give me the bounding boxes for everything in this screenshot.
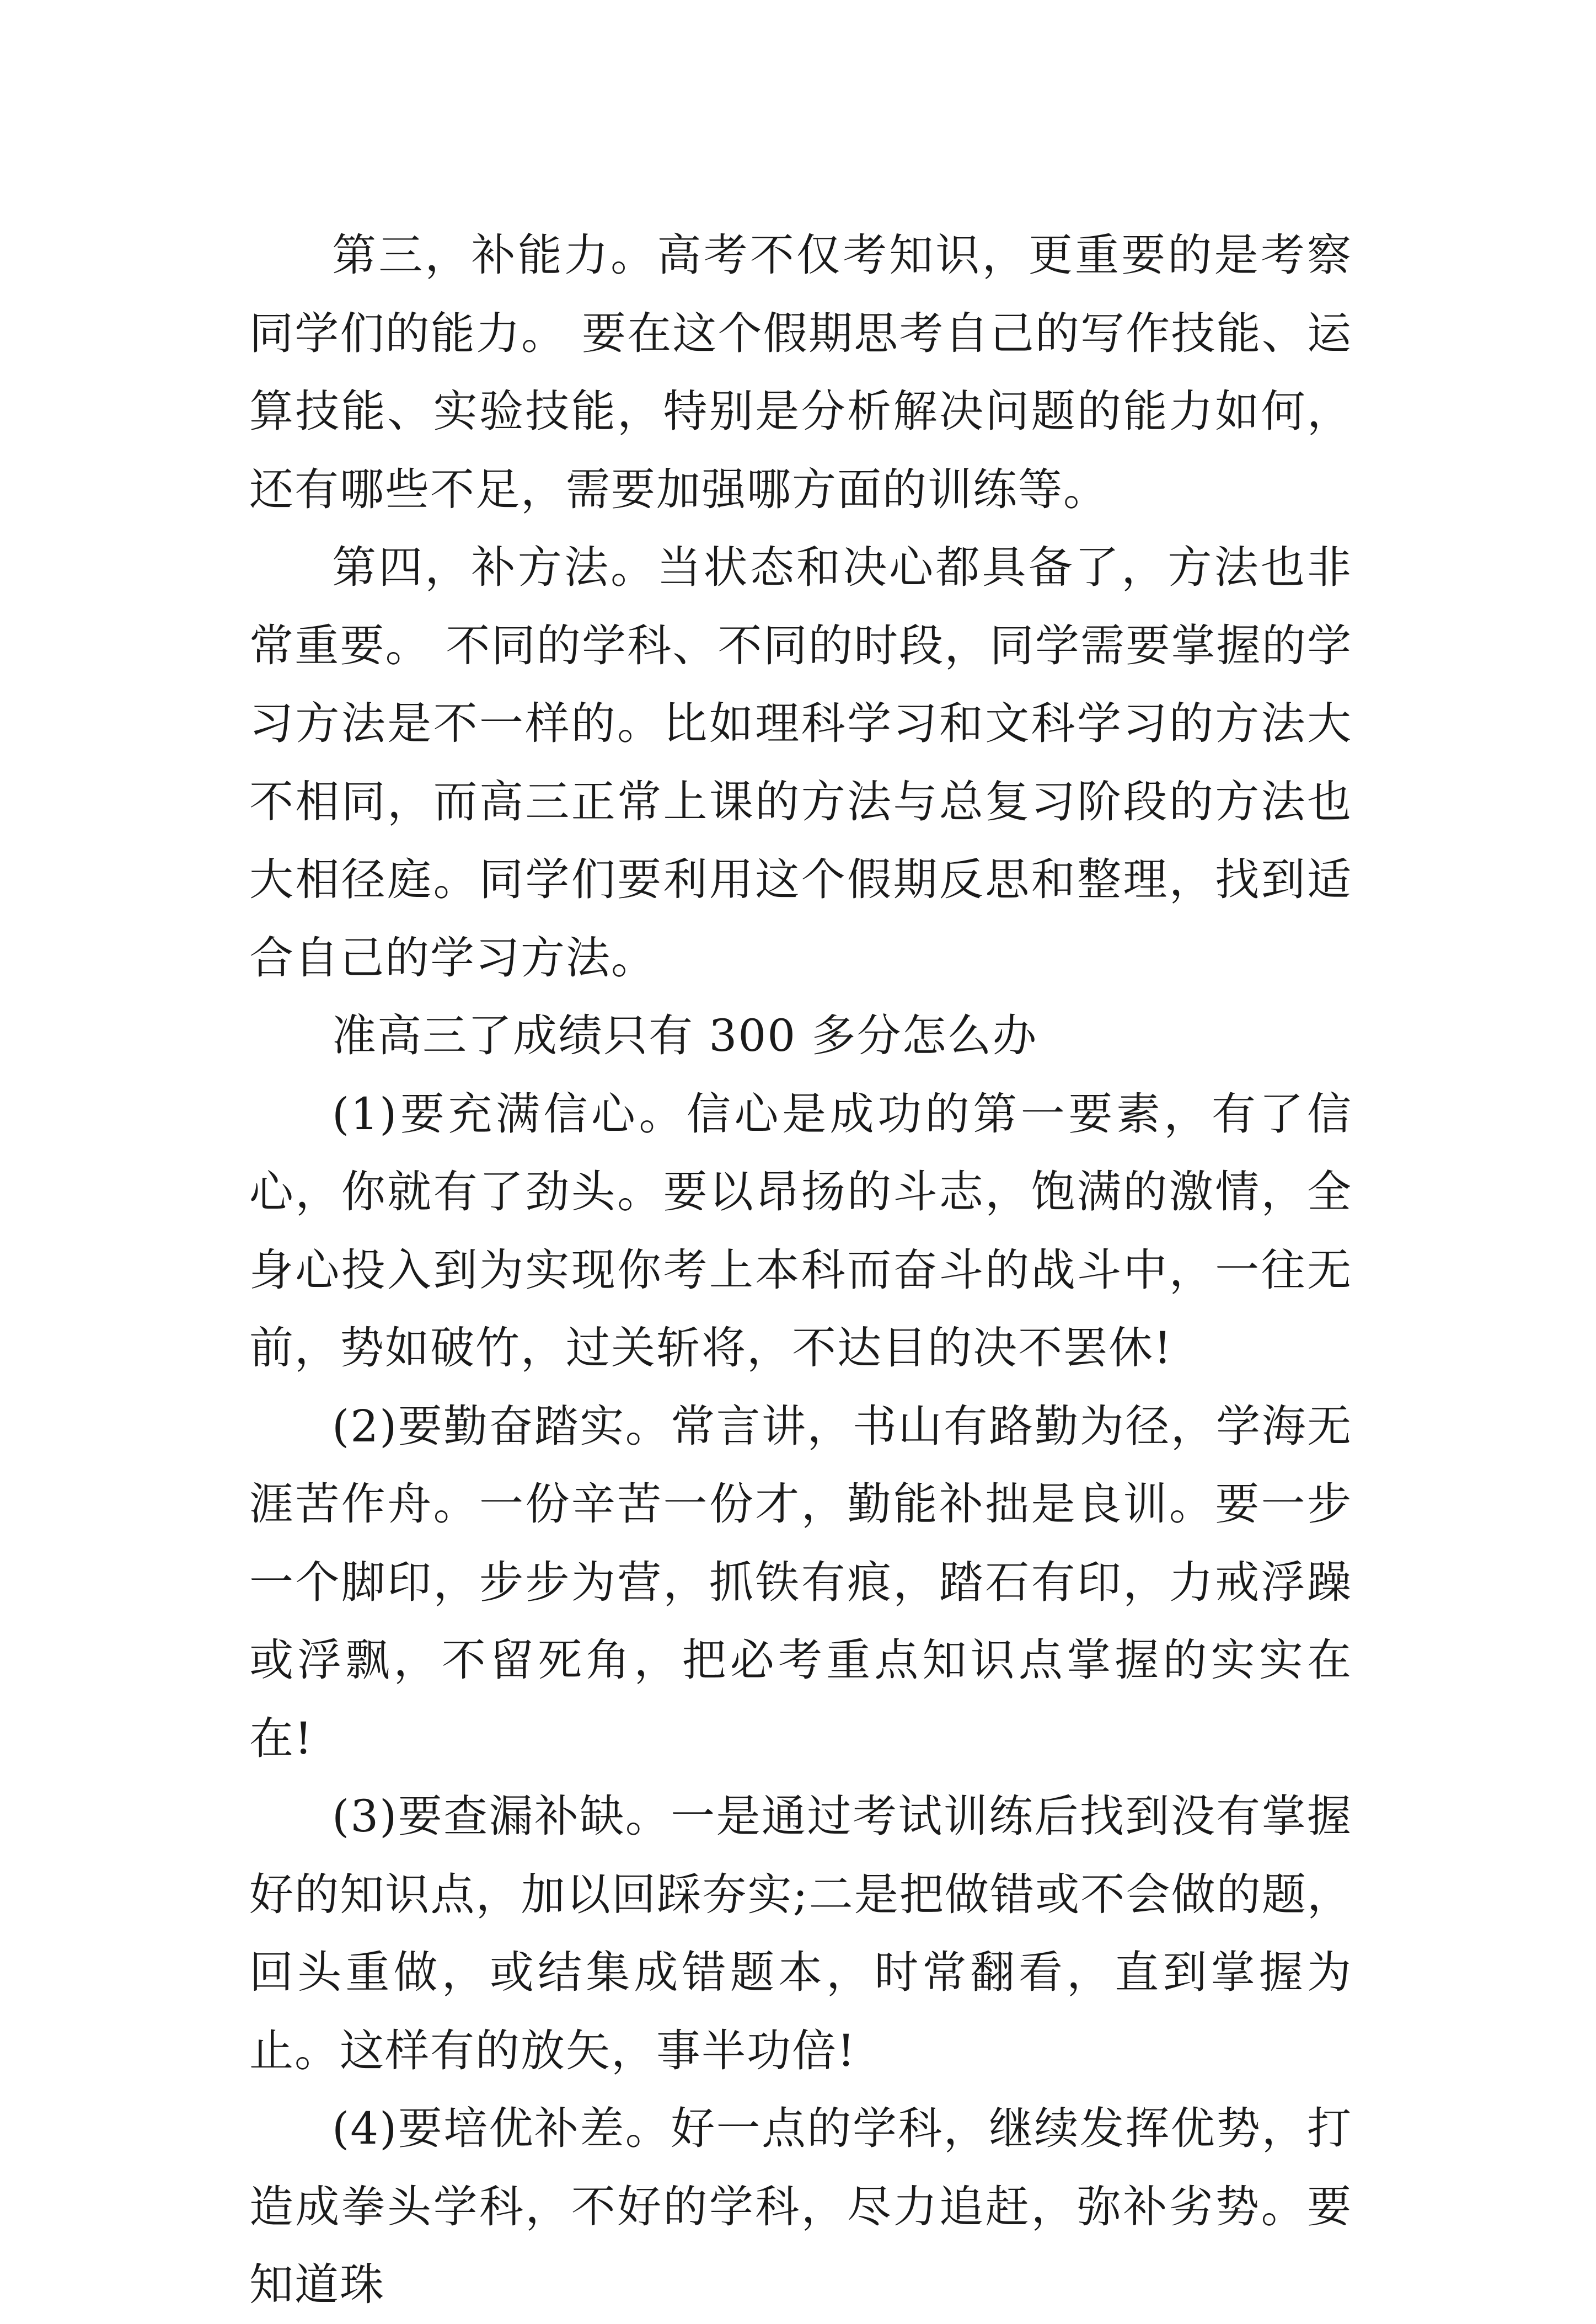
paragraph-fill-gaps: (3)要查漏补缺。一是通过考试训练后找到没有掌握好的知识点，加以回踩夯实;二是把做错或不会做的题，回头重做，或结集成错题本，时常翻看，直到掌握为止。这样有的放矢，事半功倍! [249,1791,1352,2076]
document-body [249,216,1352,2324]
paragraph-method: 第四，补方法。当状态和决心都具备了，方法也非常重要。 不同的学科、不同的时段，同学需要掌握的学习方法是不一样的。比如理科学习和文科学习的方法大不相同，而高三正常上课的方法与总复习阶段的方法也大相径庭。同学们要利用这个假期反思和整理，找到适合自己的学习方法。 [249,542,1352,984]
paragraph-strengths: (4)要培优补差。好一点的学科，继续发挥优势，打造成拳头学科，不好的学科，尽力追赶，弥补劣势。要知道珠 [249,2103,1352,2310]
paragraph-confidence: (1)要充满信心。信心是成功的第一要素，有了信心，你就有了劲头。要以昂扬的斗志，饱满的激情，全身心投入到为实现你考上本科而奋斗的战斗中，一往无前，势如破竹，过关斩将，不达目的决不罢休! [249,1088,1352,1374]
paragraph-ability: 第三，补能力。高考不仅考知识，更重要的是考察同学们的能力。 要在这个假期思考自己的写作技能、运算技能、实验技能，特别是分析解决问题的能力如何，还有哪些不足，需要加强哪方面的训练等。 [249,229,1352,515]
section-heading: 准高三了成绩只有 300 多分怎么办 [332,1010,1038,1061]
paragraph-diligence: (2)要勤奋踏实。常言讲，书山有路勤为径，学海无涯苦作舟。一份辛苦一份才，勤能补拙是良训。要一步一个脚印，步步为营，抓铁有痕，踏石有印，力戒浮躁或浮飘，不留死角，把必考重点知识点掌握的实实在在! [249,1400,1352,1764]
